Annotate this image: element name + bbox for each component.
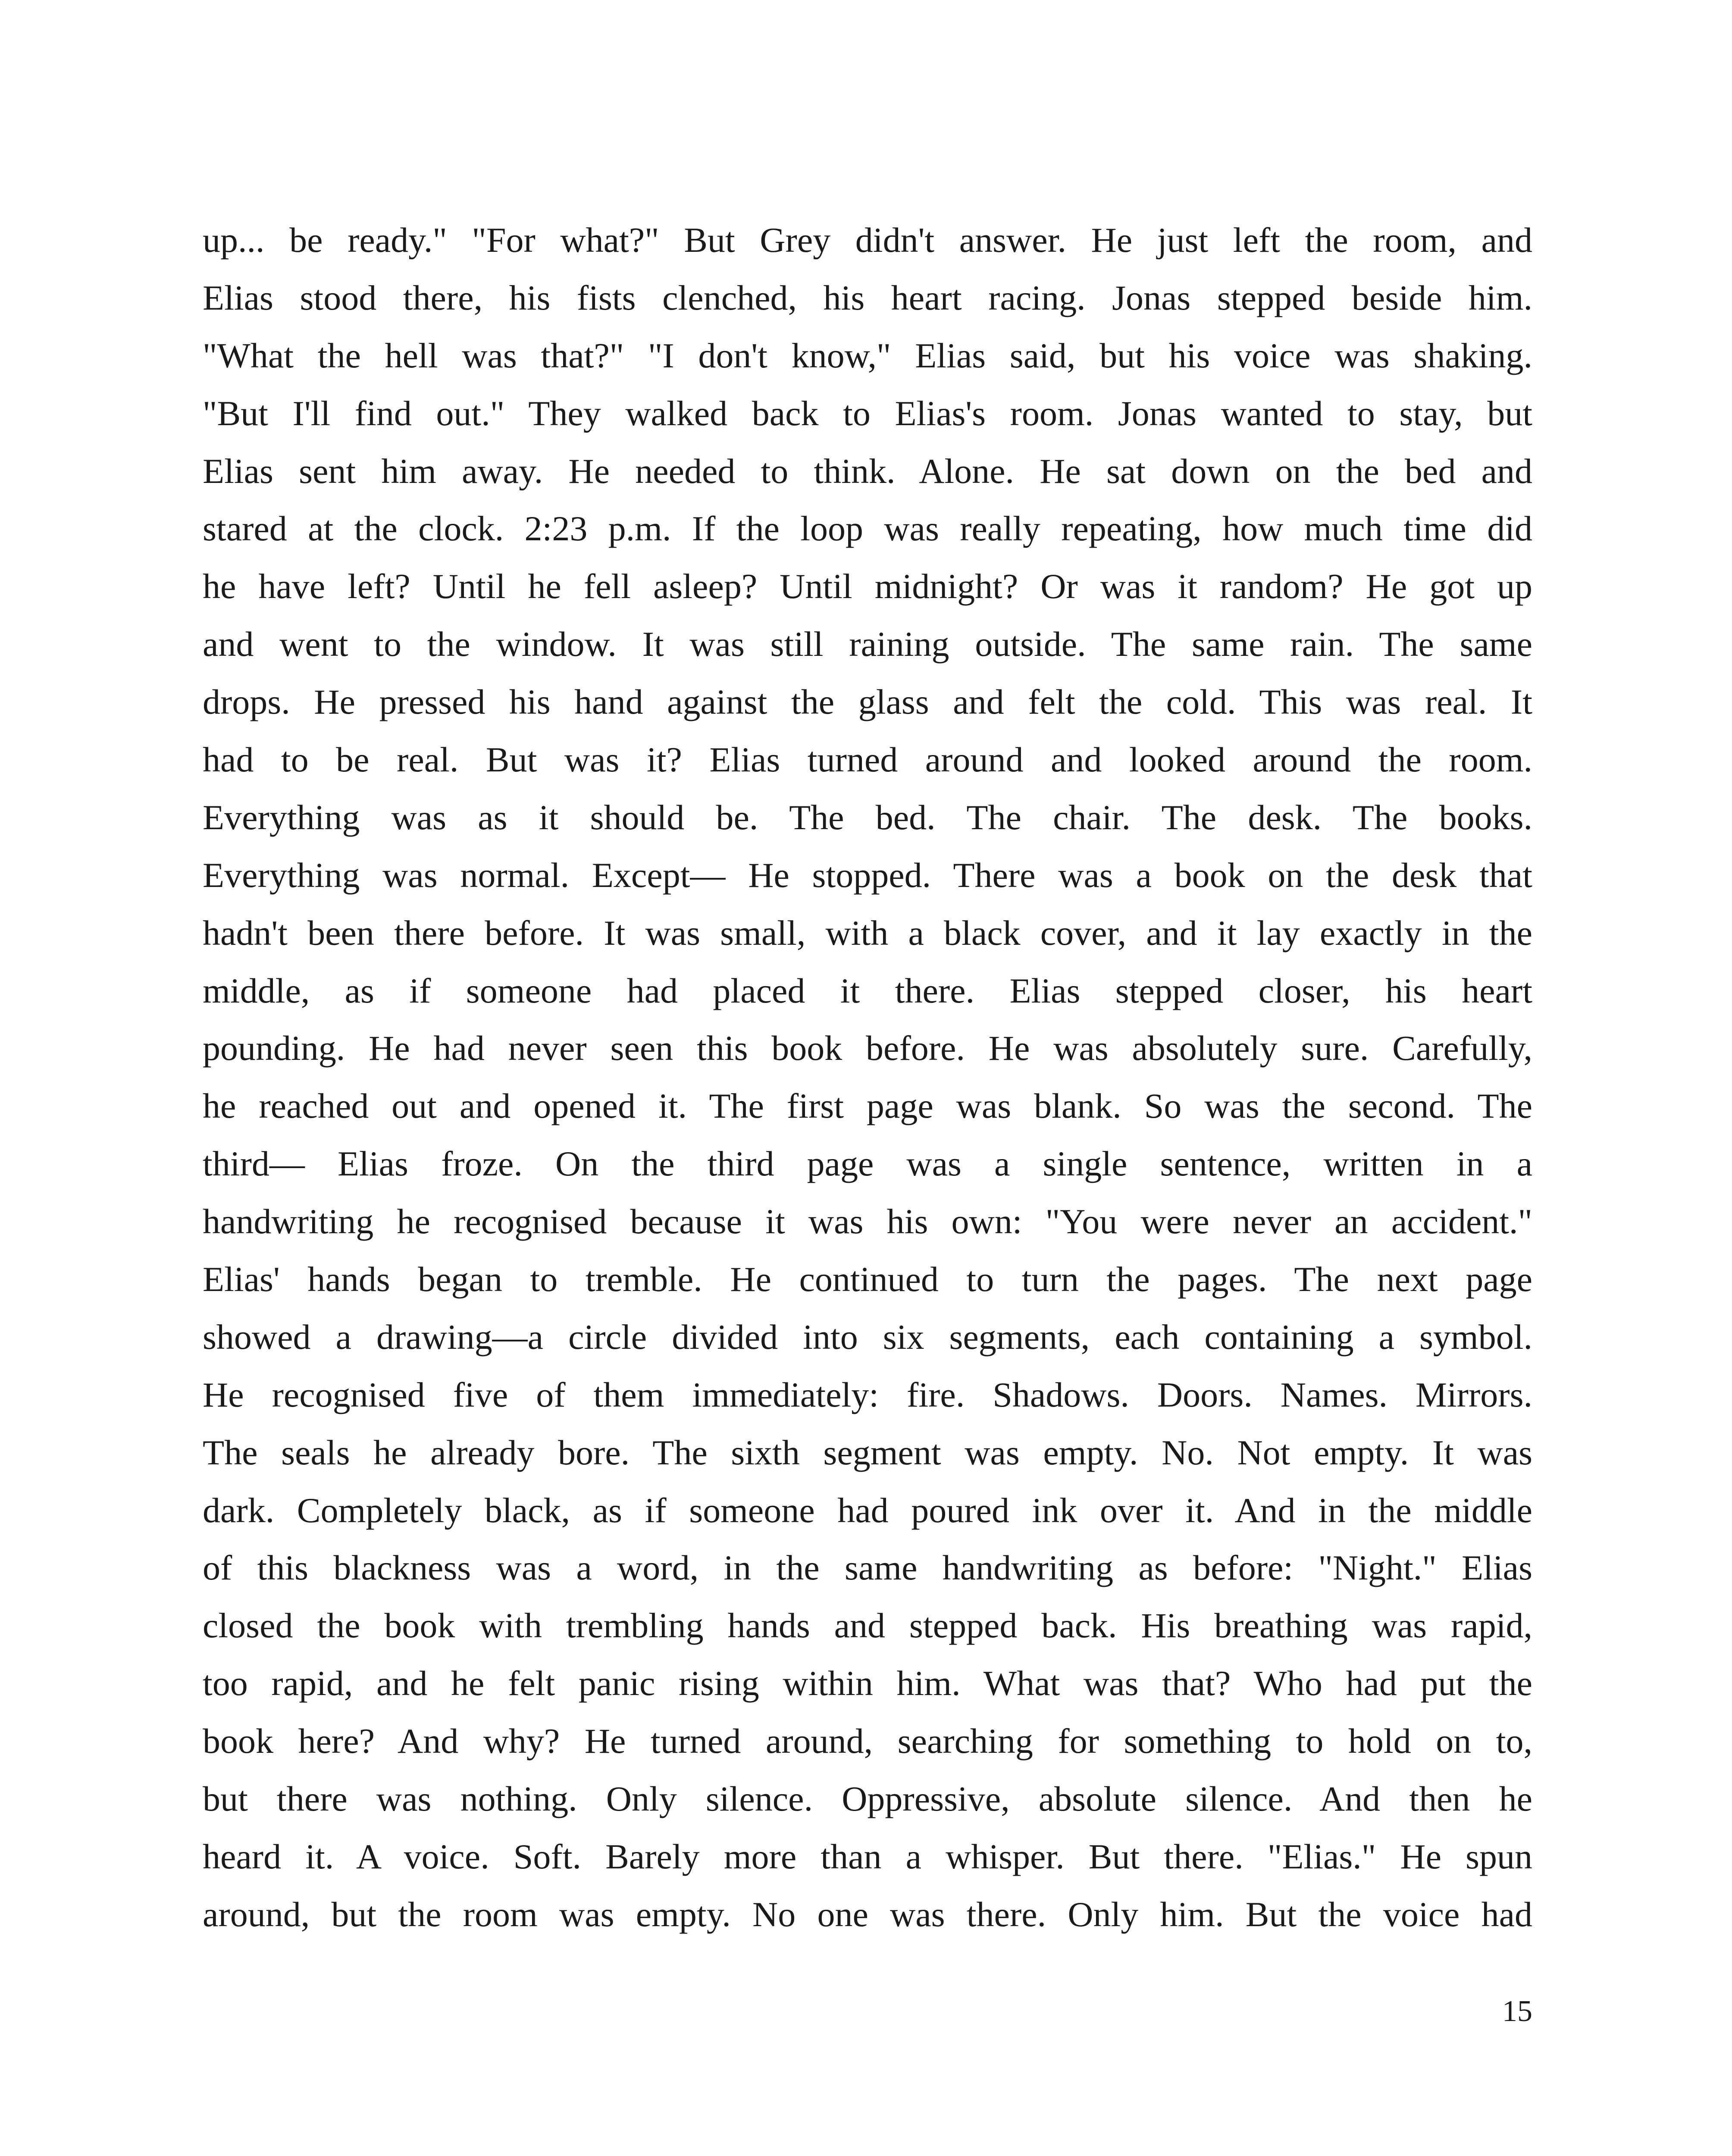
text-line: hadn't been there before. It was small, with a black cover, and it lay exactly in the — [203, 913, 1532, 953]
text-line: book here? And why? He turned around, searching for something to hold on to, — [203, 1721, 1532, 1761]
text-line: closed the book with trembling hands and stepped back. His breathing was rapid, — [203, 1606, 1532, 1645]
page-number: 15 — [1502, 1995, 1532, 2028]
text-line: too rapid, and he felt panic rising within him. What was that? Who had put the — [203, 1664, 1532, 1703]
text-line: Elias sent him away. He needed to think. Alone. He sat down on the bed and — [203, 451, 1532, 491]
text-line: heard it. A voice. Soft. Barely more than a whisper. But there. "Elias." He spun — [203, 1836, 1532, 1876]
text-line: "But I'll find out." They walked back to Elias's room. Jonas wanted to stay, but — [203, 393, 1532, 433]
text-line: had to be real. But was it? Elias turned around and looked around the room. — [203, 740, 1532, 780]
text-line: of this blackness was a word, in the same handwriting as before: "Night." Elias — [203, 1548, 1532, 1588]
text-line: drops. He pressed his hand against the glass and felt the cold. This was real. It — [203, 682, 1532, 722]
text-line: The seals he already bore. The sixth segment was empty. No. Not empty. It was — [203, 1432, 1532, 1472]
text-line: around, but the room was empty. No one was there. Only him. But the voice had — [203, 1894, 1532, 1934]
text-line: but there was nothing. Only silence. Oppressive, absolute silence. And then he — [203, 1779, 1532, 1819]
text-line: showed a drawing—a circle divided into six segments, each containing a symbol. — [203, 1317, 1532, 1357]
text-line: up... be ready." "For what?" But Grey didn't answer. He just left the room, and — [203, 220, 1532, 260]
text-line: dark. Completely black, as if someone had poured ink over it. And in the middle — [203, 1490, 1532, 1530]
text-line: and went to the window. It was still raining outside. The same rain. The same — [203, 624, 1532, 664]
text-line: he reached out and opened it. The first page was blank. So was the second. The — [203, 1086, 1532, 1126]
text-line: "What the hell was that?" "I don't know," Elias said, but his voice was shaking. — [203, 335, 1532, 375]
text-line: Everything was normal. Except— He stopped. There was a book on the desk that — [203, 855, 1532, 895]
text-line: Elias' hands began to tremble. He continued to turn the pages. The next page — [203, 1260, 1532, 1299]
text-line: middle, as if someone had placed it there. Elias stepped closer, his heart — [203, 971, 1532, 1010]
text-line: He recognised five of them immediately: fire. Shadows. Doors. Names. Mirrors. — [203, 1375, 1532, 1414]
text-line: pounding. He had never seen this book before. He was absolutely sure. Carefully, — [203, 1028, 1532, 1068]
text-line: Everything was as it should be. The bed. The chair. The desk. The books. — [203, 797, 1532, 837]
text-line: third— Elias froze. On the third page was a single sentence, written in a — [203, 1144, 1532, 1184]
text-line: handwriting he recognised because it was his own: "You were never an accident." — [203, 1202, 1532, 1241]
text-line: he have left? Until he fell asleep? Until midnight? Or was it random? He got up — [203, 567, 1532, 606]
text-line: Elias stood there, his fists clenched, his heart racing. Jonas stepped beside him. — [203, 278, 1532, 317]
body-text — [203, 211, 1532, 1943]
text-line: stared at the clock. 2:23 p.m. If the loop was really repeating, how much time did — [203, 509, 1532, 548]
